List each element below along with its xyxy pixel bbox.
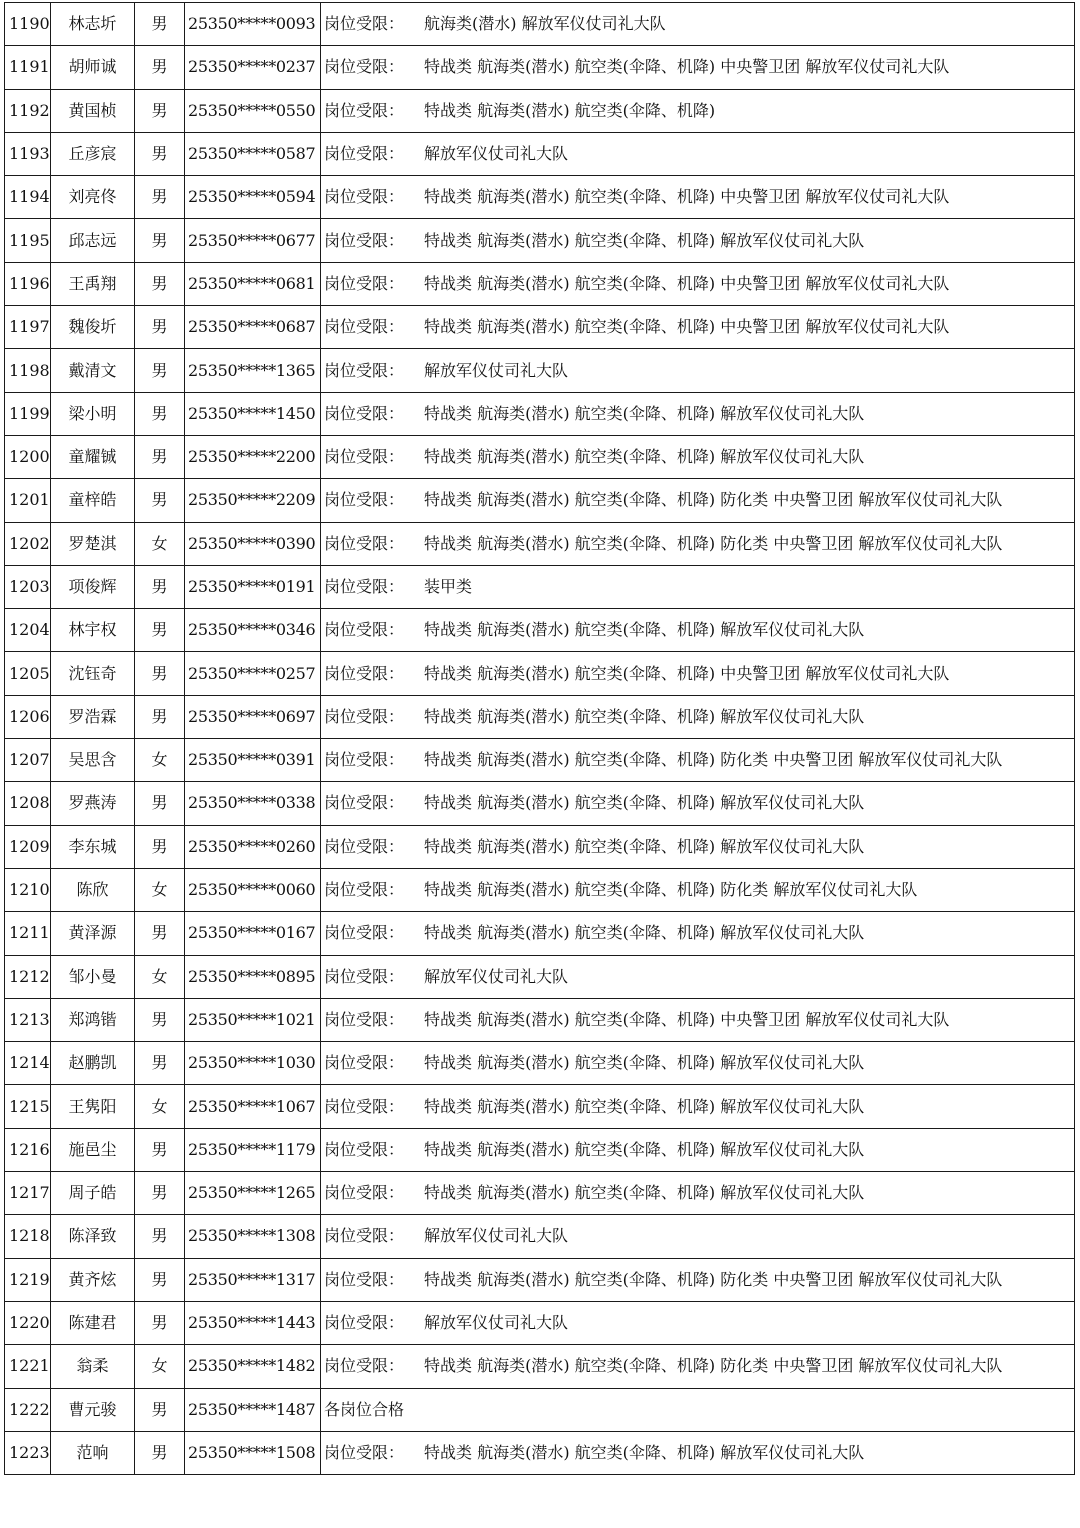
table-row <box>5 219 1075 262</box>
row-number: 1201 <box>5 479 51 522</box>
table-row <box>5 825 1075 868</box>
candidate-gender: 女 <box>135 868 185 911</box>
table-row <box>5 695 1075 738</box>
row-number: 1207 <box>5 739 51 782</box>
result-note <box>321 435 1075 478</box>
table-row <box>5 89 1075 132</box>
result-note <box>321 739 1075 782</box>
candidate-gender: 男 <box>135 349 185 392</box>
results-table-body <box>5 3 1075 1475</box>
row-number: 1223 <box>5 1431 51 1474</box>
table-row <box>5 46 1075 89</box>
candidate-name: 曹元骏 <box>51 1388 135 1431</box>
restricted-posts: 特战类 航海类(潜水) 航空类(伞降、机降) 防化类 中央警卫团 解放军仪仗司礼大队 <box>424 1269 1003 1289</box>
row-number: 1208 <box>5 782 51 825</box>
result-note <box>321 349 1075 392</box>
candidate-name: 王隽阳 <box>51 1085 135 1128</box>
restricted-posts: 特战类 航海类(潜水) 航空类(伞降、机降) 中央警卫团 解放军仪仗司礼大队 <box>424 273 950 293</box>
result-label: 岗位受限： <box>324 923 405 943</box>
candidate-gender: 男 <box>135 1431 185 1474</box>
candidate-id: 25350*****0895 <box>185 955 321 998</box>
restricted-posts: 特战类 航海类(潜水) 航空类(伞降、机降) 解放军仪仗司礼大队 <box>424 1139 865 1159</box>
candidate-id: 25350*****1443 <box>185 1301 321 1344</box>
candidate-name: 郑鸿锴 <box>51 998 135 1041</box>
candidate-id: 25350*****1317 <box>185 1258 321 1301</box>
row-number: 1211 <box>5 912 51 955</box>
row-number: 1218 <box>5 1215 51 1258</box>
candidate-name: 邱志远 <box>51 219 135 262</box>
candidate-name: 周子皓 <box>51 1172 135 1215</box>
restricted-posts: 特战类 航海类(潜水) 航空类(伞降、机降) 中央警卫团 解放军仪仗司礼大队 <box>424 663 950 683</box>
candidate-id: 25350*****0191 <box>185 565 321 608</box>
restricted-posts: 特战类 航海类(潜水) 航空类(伞降、机降) 防化类 中央警卫团 解放军仪仗司礼大队 <box>424 490 1003 510</box>
result-label: 岗位受限： <box>324 57 405 77</box>
candidate-gender: 男 <box>135 262 185 305</box>
candidate-id: 25350*****1067 <box>185 1085 321 1128</box>
restricted-posts: 特战类 航海类(潜水) 航空类(伞降、机降) 解放军仪仗司礼大队 <box>424 836 865 856</box>
result-note <box>321 262 1075 305</box>
result-note <box>321 1215 1075 1258</box>
row-number: 1220 <box>5 1301 51 1344</box>
candidate-id: 25350*****0260 <box>185 825 321 868</box>
candidate-gender: 男 <box>135 89 185 132</box>
candidate-id: 25350*****0060 <box>185 868 321 911</box>
result-label: 各岗位合格 <box>324 1399 405 1419</box>
result-note <box>321 652 1075 695</box>
restricted-posts: 特战类 航海类(潜水) 航空类(伞降、机降) <box>424 100 716 120</box>
result-note <box>321 1085 1075 1128</box>
row-number: 1193 <box>5 132 51 175</box>
candidate-gender: 女 <box>135 1085 185 1128</box>
result-label: 岗位受限： <box>324 1442 405 1462</box>
result-label: 岗位受限： <box>324 1096 405 1116</box>
candidate-gender: 男 <box>135 782 185 825</box>
restricted-posts: 特战类 航海类(潜水) 航空类(伞降、机降) 解放军仪仗司礼大队 <box>424 1096 865 1116</box>
candidate-id: 25350*****2209 <box>185 479 321 522</box>
result-note <box>321 1172 1075 1215</box>
row-number: 1212 <box>5 955 51 998</box>
candidate-gender: 男 <box>135 132 185 175</box>
restricted-posts: 解放军仪仗司礼大队 <box>424 966 569 986</box>
result-label: 岗位受限： <box>324 620 405 640</box>
candidate-id: 25350*****0257 <box>185 652 321 695</box>
result-note <box>321 392 1075 435</box>
result-note <box>321 3 1075 46</box>
row-number: 1204 <box>5 609 51 652</box>
row-number: 1198 <box>5 349 51 392</box>
restricted-posts: 特战类 航海类(潜水) 航空类(伞降、机降) 解放军仪仗司礼大队 <box>424 1442 865 1462</box>
candidate-name: 童耀铖 <box>51 435 135 478</box>
table-row <box>5 1388 1075 1431</box>
row-number: 1200 <box>5 435 51 478</box>
candidate-name: 赵鹏凯 <box>51 1042 135 1085</box>
restricted-posts: 特战类 航海类(潜水) 航空类(伞降、机降) 中央警卫团 解放军仪仗司礼大队 <box>424 57 950 77</box>
table-row <box>5 132 1075 175</box>
candidate-id: 25350*****1482 <box>185 1345 321 1388</box>
candidate-name: 黄泽源 <box>51 912 135 955</box>
result-label: 岗位受限： <box>324 403 405 423</box>
row-number: 1210 <box>5 868 51 911</box>
table-row <box>5 479 1075 522</box>
table-row <box>5 739 1075 782</box>
table-row <box>5 1301 1075 1344</box>
result-label: 岗位受限： <box>324 317 405 337</box>
table-row <box>5 1172 1075 1215</box>
candidate-gender: 男 <box>135 219 185 262</box>
restricted-posts: 特战类 航海类(潜水) 航空类(伞降、机降) 中央警卫团 解放军仪仗司礼大队 <box>424 1009 950 1029</box>
candidate-name: 吴思含 <box>51 739 135 782</box>
candidate-id: 25350*****0346 <box>185 609 321 652</box>
row-number: 1205 <box>5 652 51 695</box>
candidate-gender: 男 <box>135 652 185 695</box>
restricted-posts: 装甲类 <box>424 577 473 596</box>
restricted-posts: 特战类 航海类(潜水) 航空类(伞降、机降) 解放军仪仗司礼大队 <box>424 1053 865 1073</box>
restricted-posts: 特战类 航海类(潜水) 航空类(伞降、机降) 解放军仪仗司礼大队 <box>424 447 865 467</box>
result-label: 岗位受限： <box>324 577 405 596</box>
candidate-name: 丘彦宸 <box>51 132 135 175</box>
candidate-id: 25350*****1365 <box>185 349 321 392</box>
restricted-posts: 特战类 航海类(潜水) 航空类(伞降、机降) 防化类 中央警卫团 解放军仪仗司礼大队 <box>424 533 1003 553</box>
restricted-posts: 特战类 航海类(潜水) 航空类(伞降、机降) 防化类 中央警卫团 解放军仪仗司礼大队 <box>424 750 1003 770</box>
candidate-name: 胡师诚 <box>51 46 135 89</box>
candidate-id: 25350*****1179 <box>185 1128 321 1171</box>
candidate-gender: 男 <box>135 479 185 522</box>
candidate-name: 罗浩霖 <box>51 695 135 738</box>
candidate-id: 25350*****1450 <box>185 392 321 435</box>
candidate-id: 25350*****2200 <box>185 435 321 478</box>
row-number: 1221 <box>5 1345 51 1388</box>
candidate-id: 25350*****0093 <box>185 3 321 46</box>
row-number: 1209 <box>5 825 51 868</box>
candidate-gender: 男 <box>135 176 185 219</box>
candidate-id: 25350*****0167 <box>185 912 321 955</box>
result-note <box>321 522 1075 565</box>
result-note <box>321 609 1075 652</box>
candidate-name: 邹小曼 <box>51 955 135 998</box>
row-number: 1195 <box>5 219 51 262</box>
candidate-name: 王禹翔 <box>51 262 135 305</box>
row-number: 1216 <box>5 1128 51 1171</box>
candidate-id: 25350*****0550 <box>185 89 321 132</box>
table-row <box>5 1345 1075 1388</box>
candidate-name: 戴清文 <box>51 349 135 392</box>
table-row <box>5 262 1075 305</box>
candidate-id: 25350*****1308 <box>185 1215 321 1258</box>
restricted-posts: 特战类 航海类(潜水) 航空类(伞降、机降) 解放军仪仗司礼大队 <box>424 923 865 943</box>
candidate-id: 25350*****1265 <box>185 1172 321 1215</box>
candidate-gender: 男 <box>135 1042 185 1085</box>
result-note <box>321 782 1075 825</box>
candidate-id: 25350*****0697 <box>185 695 321 738</box>
restricted-posts: 解放军仪仗司礼大队 <box>424 360 569 380</box>
candidate-gender: 男 <box>135 1215 185 1258</box>
restricted-posts: 解放军仪仗司礼大队 <box>424 144 569 164</box>
candidate-gender: 女 <box>135 739 185 782</box>
result-note <box>321 868 1075 911</box>
candidate-name: 项俊辉 <box>51 565 135 608</box>
result-note <box>321 89 1075 132</box>
result-note <box>321 219 1075 262</box>
candidate-id: 25350*****0681 <box>185 262 321 305</box>
result-label: 岗位受限： <box>324 836 405 856</box>
candidate-gender: 男 <box>135 1258 185 1301</box>
candidate-gender: 男 <box>135 435 185 478</box>
candidate-gender: 男 <box>135 609 185 652</box>
result-note <box>321 1128 1075 1171</box>
row-number: 1199 <box>5 392 51 435</box>
candidate-gender: 男 <box>135 306 185 349</box>
result-note <box>321 46 1075 89</box>
result-label: 岗位受限： <box>324 1356 405 1376</box>
result-label: 岗位受限： <box>324 1183 405 1203</box>
candidate-gender: 男 <box>135 46 185 89</box>
result-label: 岗位受限： <box>324 1269 405 1289</box>
result-note <box>321 1258 1075 1301</box>
table-row <box>5 1431 1075 1474</box>
candidate-gender: 女 <box>135 955 185 998</box>
row-number: 1213 <box>5 998 51 1041</box>
candidate-name: 翁柔 <box>51 1345 135 1388</box>
table-row <box>5 435 1075 478</box>
candidate-gender: 男 <box>135 1128 185 1171</box>
result-label: 岗位受限： <box>324 880 405 900</box>
candidate-gender: 男 <box>135 825 185 868</box>
row-number: 1203 <box>5 565 51 608</box>
candidate-name: 童梓皓 <box>51 479 135 522</box>
candidate-id: 25350*****0237 <box>185 46 321 89</box>
candidate-name: 罗楚淇 <box>51 522 135 565</box>
table-row <box>5 176 1075 219</box>
table-row <box>5 912 1075 955</box>
row-number: 1194 <box>5 176 51 219</box>
results-table <box>4 2 1075 1475</box>
table-row <box>5 955 1075 998</box>
result-note <box>321 132 1075 175</box>
restricted-posts: 解放军仪仗司礼大队 <box>424 1226 569 1246</box>
candidate-gender: 男 <box>135 565 185 608</box>
result-note <box>321 306 1075 349</box>
result-label: 岗位受限： <box>324 663 405 683</box>
candidate-name: 黄齐炫 <box>51 1258 135 1301</box>
candidate-gender: 女 <box>135 522 185 565</box>
result-note <box>321 955 1075 998</box>
table-row <box>5 998 1075 1041</box>
table-row <box>5 1258 1075 1301</box>
candidate-name: 范响 <box>51 1431 135 1474</box>
restricted-posts: 特战类 航海类(潜水) 航空类(伞降、机降) 防化类 解放军仪仗司礼大队 <box>424 880 918 900</box>
candidate-id: 25350*****0687 <box>185 306 321 349</box>
table-row <box>5 3 1075 46</box>
candidate-gender: 男 <box>135 1172 185 1215</box>
restricted-posts: 解放军仪仗司礼大队 <box>424 1313 569 1333</box>
restricted-posts: 特战类 航海类(潜水) 航空类(伞降、机降) 防化类 中央警卫团 解放军仪仗司礼大队 <box>424 1356 1003 1376</box>
candidate-gender: 男 <box>135 695 185 738</box>
candidate-name: 林宇权 <box>51 609 135 652</box>
table-row <box>5 522 1075 565</box>
candidate-name: 李东城 <box>51 825 135 868</box>
candidate-name: 林志圻 <box>51 3 135 46</box>
candidate-id: 25350*****1487 <box>185 1388 321 1431</box>
candidate-id: 25350*****0594 <box>185 176 321 219</box>
candidate-id: 25350*****1030 <box>185 1042 321 1085</box>
candidate-name: 魏俊圻 <box>51 306 135 349</box>
candidate-gender: 男 <box>135 1301 185 1344</box>
restricted-posts: 特战类 航海类(潜水) 航空类(伞降、机降) 解放军仪仗司礼大队 <box>424 230 865 250</box>
result-note <box>321 565 1075 608</box>
table-row <box>5 306 1075 349</box>
result-label: 岗位受限： <box>324 100 405 120</box>
candidate-id: 25350*****1508 <box>185 1431 321 1474</box>
table-row <box>5 609 1075 652</box>
candidate-gender: 男 <box>135 1388 185 1431</box>
result-label: 岗位受限： <box>324 750 405 770</box>
result-note <box>321 479 1075 522</box>
candidate-gender: 男 <box>135 998 185 1041</box>
result-label: 岗位受限： <box>324 1139 405 1159</box>
result-note <box>321 912 1075 955</box>
table-row <box>5 782 1075 825</box>
restricted-posts: 特战类 航海类(潜水) 航空类(伞降、机降) 解放军仪仗司礼大队 <box>424 793 865 813</box>
result-label: 岗位受限： <box>324 187 405 207</box>
row-number: 1219 <box>5 1258 51 1301</box>
table-row <box>5 1085 1075 1128</box>
restricted-posts: 特战类 航海类(潜水) 航空类(伞降、机降) 中央警卫团 解放军仪仗司礼大队 <box>424 187 950 207</box>
restricted-posts: 航海类(潜水) 解放军仪仗司礼大队 <box>424 14 666 34</box>
result-label: 岗位受限： <box>324 706 405 726</box>
row-number: 1191 <box>5 46 51 89</box>
result-label: 岗位受限： <box>324 14 405 34</box>
result-note <box>321 1042 1075 1085</box>
result-label: 岗位受限： <box>324 490 405 510</box>
restricted-posts: 特战类 航海类(潜水) 航空类(伞降、机降) 解放军仪仗司礼大队 <box>424 403 865 423</box>
candidate-id: 25350*****0677 <box>185 219 321 262</box>
candidate-gender: 女 <box>135 1345 185 1388</box>
candidate-name: 黄国桢 <box>51 89 135 132</box>
candidate-id: 25350*****0587 <box>185 132 321 175</box>
row-number: 1190 <box>5 3 51 46</box>
row-number: 1192 <box>5 89 51 132</box>
table-row <box>5 652 1075 695</box>
result-label: 岗位受限： <box>324 1009 405 1029</box>
result-note <box>321 825 1075 868</box>
candidate-name: 刘亮佟 <box>51 176 135 219</box>
candidate-name: 施邑尘 <box>51 1128 135 1171</box>
candidate-name: 罗燕涛 <box>51 782 135 825</box>
candidate-name: 梁小明 <box>51 392 135 435</box>
result-label: 岗位受限： <box>324 793 405 813</box>
row-number: 1217 <box>5 1172 51 1215</box>
table-row <box>5 1128 1075 1171</box>
row-number: 1214 <box>5 1042 51 1085</box>
result-note <box>321 1431 1075 1474</box>
row-number: 1196 <box>5 262 51 305</box>
result-label: 岗位受限： <box>324 144 405 164</box>
result-label: 岗位受限： <box>324 447 405 467</box>
row-number: 1222 <box>5 1388 51 1431</box>
row-number: 1206 <box>5 695 51 738</box>
row-number: 1202 <box>5 522 51 565</box>
result-label: 岗位受限： <box>324 533 405 553</box>
candidate-id: 25350*****0391 <box>185 739 321 782</box>
restricted-posts: 特战类 航海类(潜水) 航空类(伞降、机降) 解放军仪仗司礼大队 <box>424 706 865 726</box>
result-note <box>321 1388 1075 1431</box>
result-label: 岗位受限： <box>324 273 405 293</box>
table-row <box>5 868 1075 911</box>
result-label: 岗位受限： <box>324 966 405 986</box>
result-label: 岗位受限： <box>324 1313 405 1333</box>
result-note <box>321 998 1075 1041</box>
result-label: 岗位受限： <box>324 230 405 250</box>
result-note <box>321 1345 1075 1388</box>
row-number: 1197 <box>5 306 51 349</box>
candidate-gender: 男 <box>135 3 185 46</box>
table-row <box>5 565 1075 608</box>
row-number: 1215 <box>5 1085 51 1128</box>
candidate-id: 25350*****0390 <box>185 522 321 565</box>
candidate-id: 25350*****1021 <box>185 998 321 1041</box>
table-row <box>5 392 1075 435</box>
restricted-posts: 特战类 航海类(潜水) 航空类(伞降、机降) 解放军仪仗司礼大队 <box>424 620 865 640</box>
result-note <box>321 695 1075 738</box>
result-label: 岗位受限： <box>324 1053 405 1073</box>
candidate-name: 陈欣 <box>51 868 135 911</box>
table-row <box>5 349 1075 392</box>
restricted-posts: 特战类 航海类(潜水) 航空类(伞降、机降) 解放军仪仗司礼大队 <box>424 1183 865 1203</box>
table-row <box>5 1215 1075 1258</box>
candidate-name: 陈泽致 <box>51 1215 135 1258</box>
candidate-gender: 男 <box>135 392 185 435</box>
candidate-id: 25350*****0338 <box>185 782 321 825</box>
restricted-posts: 特战类 航海类(潜水) 航空类(伞降、机降) 中央警卫团 解放军仪仗司礼大队 <box>424 317 950 337</box>
result-label: 岗位受限： <box>324 1226 405 1246</box>
candidate-name: 沈钰奇 <box>51 652 135 695</box>
candidate-gender: 男 <box>135 912 185 955</box>
candidate-name: 陈建君 <box>51 1301 135 1344</box>
table-row <box>5 1042 1075 1085</box>
result-note <box>321 1301 1075 1344</box>
result-label: 岗位受限： <box>324 360 405 380</box>
result-note <box>321 176 1075 219</box>
